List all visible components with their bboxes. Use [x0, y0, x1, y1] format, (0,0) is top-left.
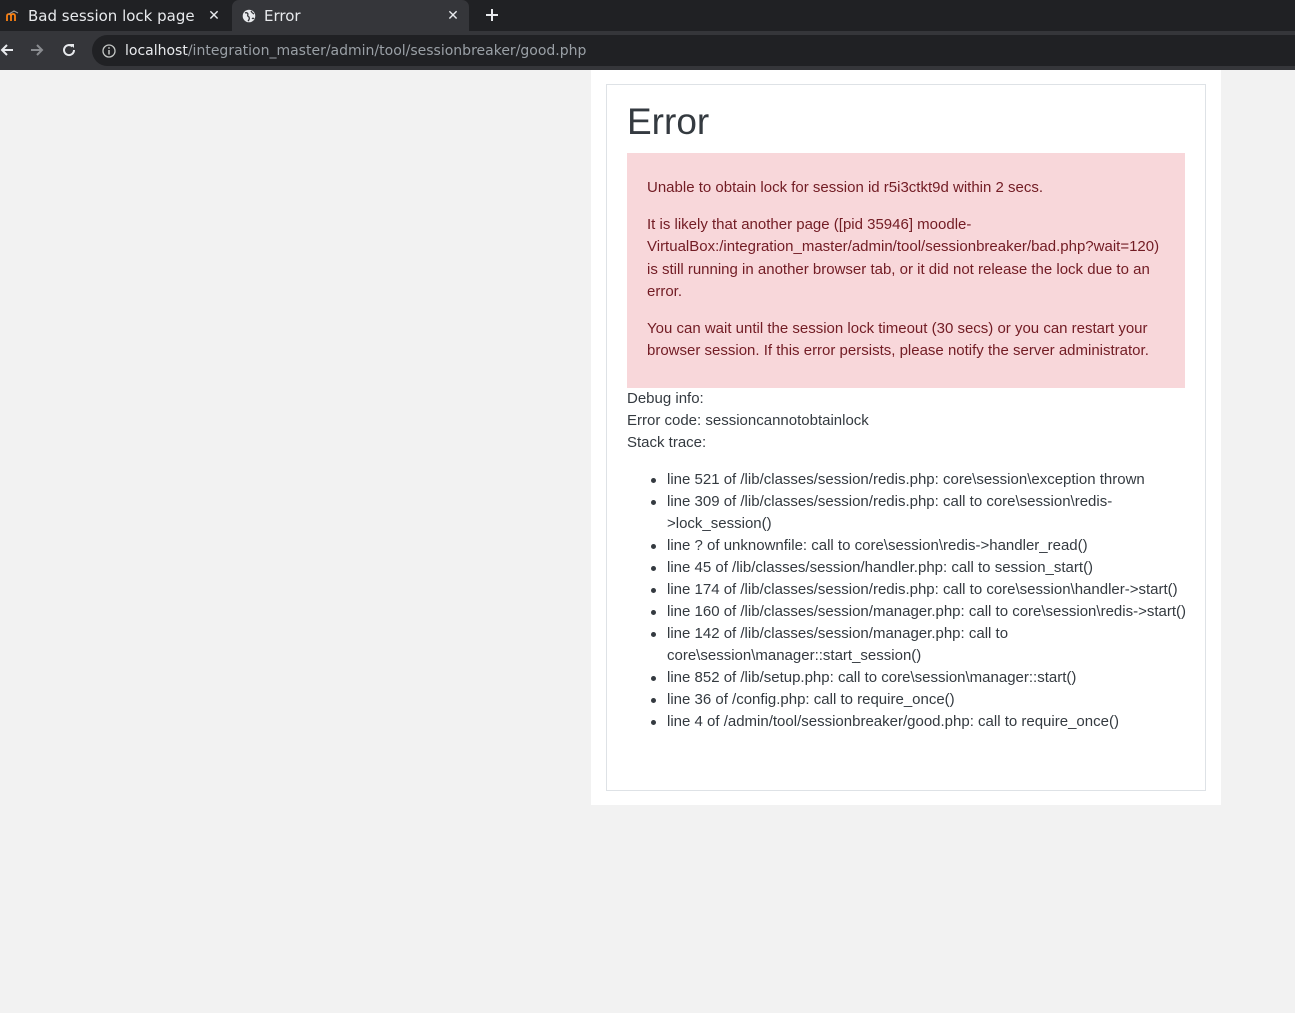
stack-trace-item: line 309 of /lib/classes/session/redis.php: call to core\session\redis->lock_session(): [667, 491, 1187, 535]
tab-strip: [0, 0, 1295, 31]
stack-trace-list: [667, 469, 1187, 733]
url-path: /integration_master/admin/tool/sessionbreaker/good.php: [187, 42, 587, 59]
close-tab-icon[interactable]: ✕: [208, 7, 220, 24]
plus-icon: [485, 8, 499, 22]
stack-trace-item: line 45 of /lib/classes/session/handler.php: call to session_start(): [667, 557, 1187, 579]
moodle-icon: [6, 9, 20, 23]
stack-trace-label: Stack trace:: [627, 434, 707, 451]
stack-trace-item: line 142 of /lib/classes/session/manager.php: call to core\session\manager::start_session(): [667, 623, 1187, 667]
error-code: Error code: sessioncannotobtainlock: [627, 412, 869, 429]
new-tab-button[interactable]: [480, 3, 504, 27]
globe-icon: [242, 9, 256, 23]
url-host: localhost: [125, 42, 188, 59]
stack-trace-item: line ? of unknownfile: call to core\session\redis->handler_read(): [667, 535, 1187, 557]
reload-icon: [61, 42, 77, 58]
stack-trace-item: line 4 of /admin/tool/sessionbreaker/good.php: call to require_once(): [667, 711, 1187, 733]
tab-title: Error: [264, 6, 301, 25]
debug-section: [627, 388, 1187, 454]
error-alert: [627, 153, 1185, 388]
tab-error[interactable]: [232, 0, 469, 31]
info-icon[interactable]: [102, 44, 116, 58]
address-bar[interactable]: [92, 35, 1295, 66]
alert-message-other-page: It is likely that another page ([pid 35946] moodle-VirtualBox:/integration_master/admin/tool/sessionbreaker/bad.php?wait=120) is still running in another browser tab, or it did not release the lock due to an error.: [647, 215, 1160, 300]
stack-trace-item: line 521 of /lib/classes/session/redis.php: core\session\exception thrown: [667, 469, 1187, 491]
page-region: [591, 70, 1221, 805]
tab-title: Bad session lock page: [28, 6, 195, 25]
reload-button[interactable]: [58, 39, 80, 61]
arrow-right-icon: [29, 42, 45, 58]
error-card: [606, 84, 1206, 791]
stack-trace-item: line 36 of /config.php: call to require_once(): [667, 689, 1187, 711]
url-text[interactable]: [125, 43, 586, 59]
stack-trace-item: line 174 of /lib/classes/session/redis.php: call to core\session\handler->start(): [667, 579, 1187, 601]
arrow-left-icon: [0, 42, 15, 58]
close-tab-icon[interactable]: ✕: [447, 7, 459, 24]
forward-button[interactable]: [26, 39, 48, 61]
debug-info-label: Debug info:: [627, 390, 704, 407]
tab-bad-session-lock-page[interactable]: [0, 0, 230, 31]
alert-message-lock: Unable to obtain lock for session id r5i3ctkt9d within 2 secs.: [647, 179, 1044, 196]
page-title: Error: [627, 101, 710, 142]
alert-message-advice: You can wait until the session lock timeout (30 secs) or you can restart your browser session. If this error persists, please notify the server administrator.: [647, 319, 1149, 359]
back-button[interactable]: [0, 39, 18, 61]
stack-trace-item: line 852 of /lib/setup.php: call to core\session\manager::start(): [667, 667, 1187, 689]
stack-trace-item: line 160 of /lib/classes/session/manager.php: call to core\session\redis->start(): [667, 601, 1187, 623]
browser-toolbar: [0, 31, 1295, 70]
